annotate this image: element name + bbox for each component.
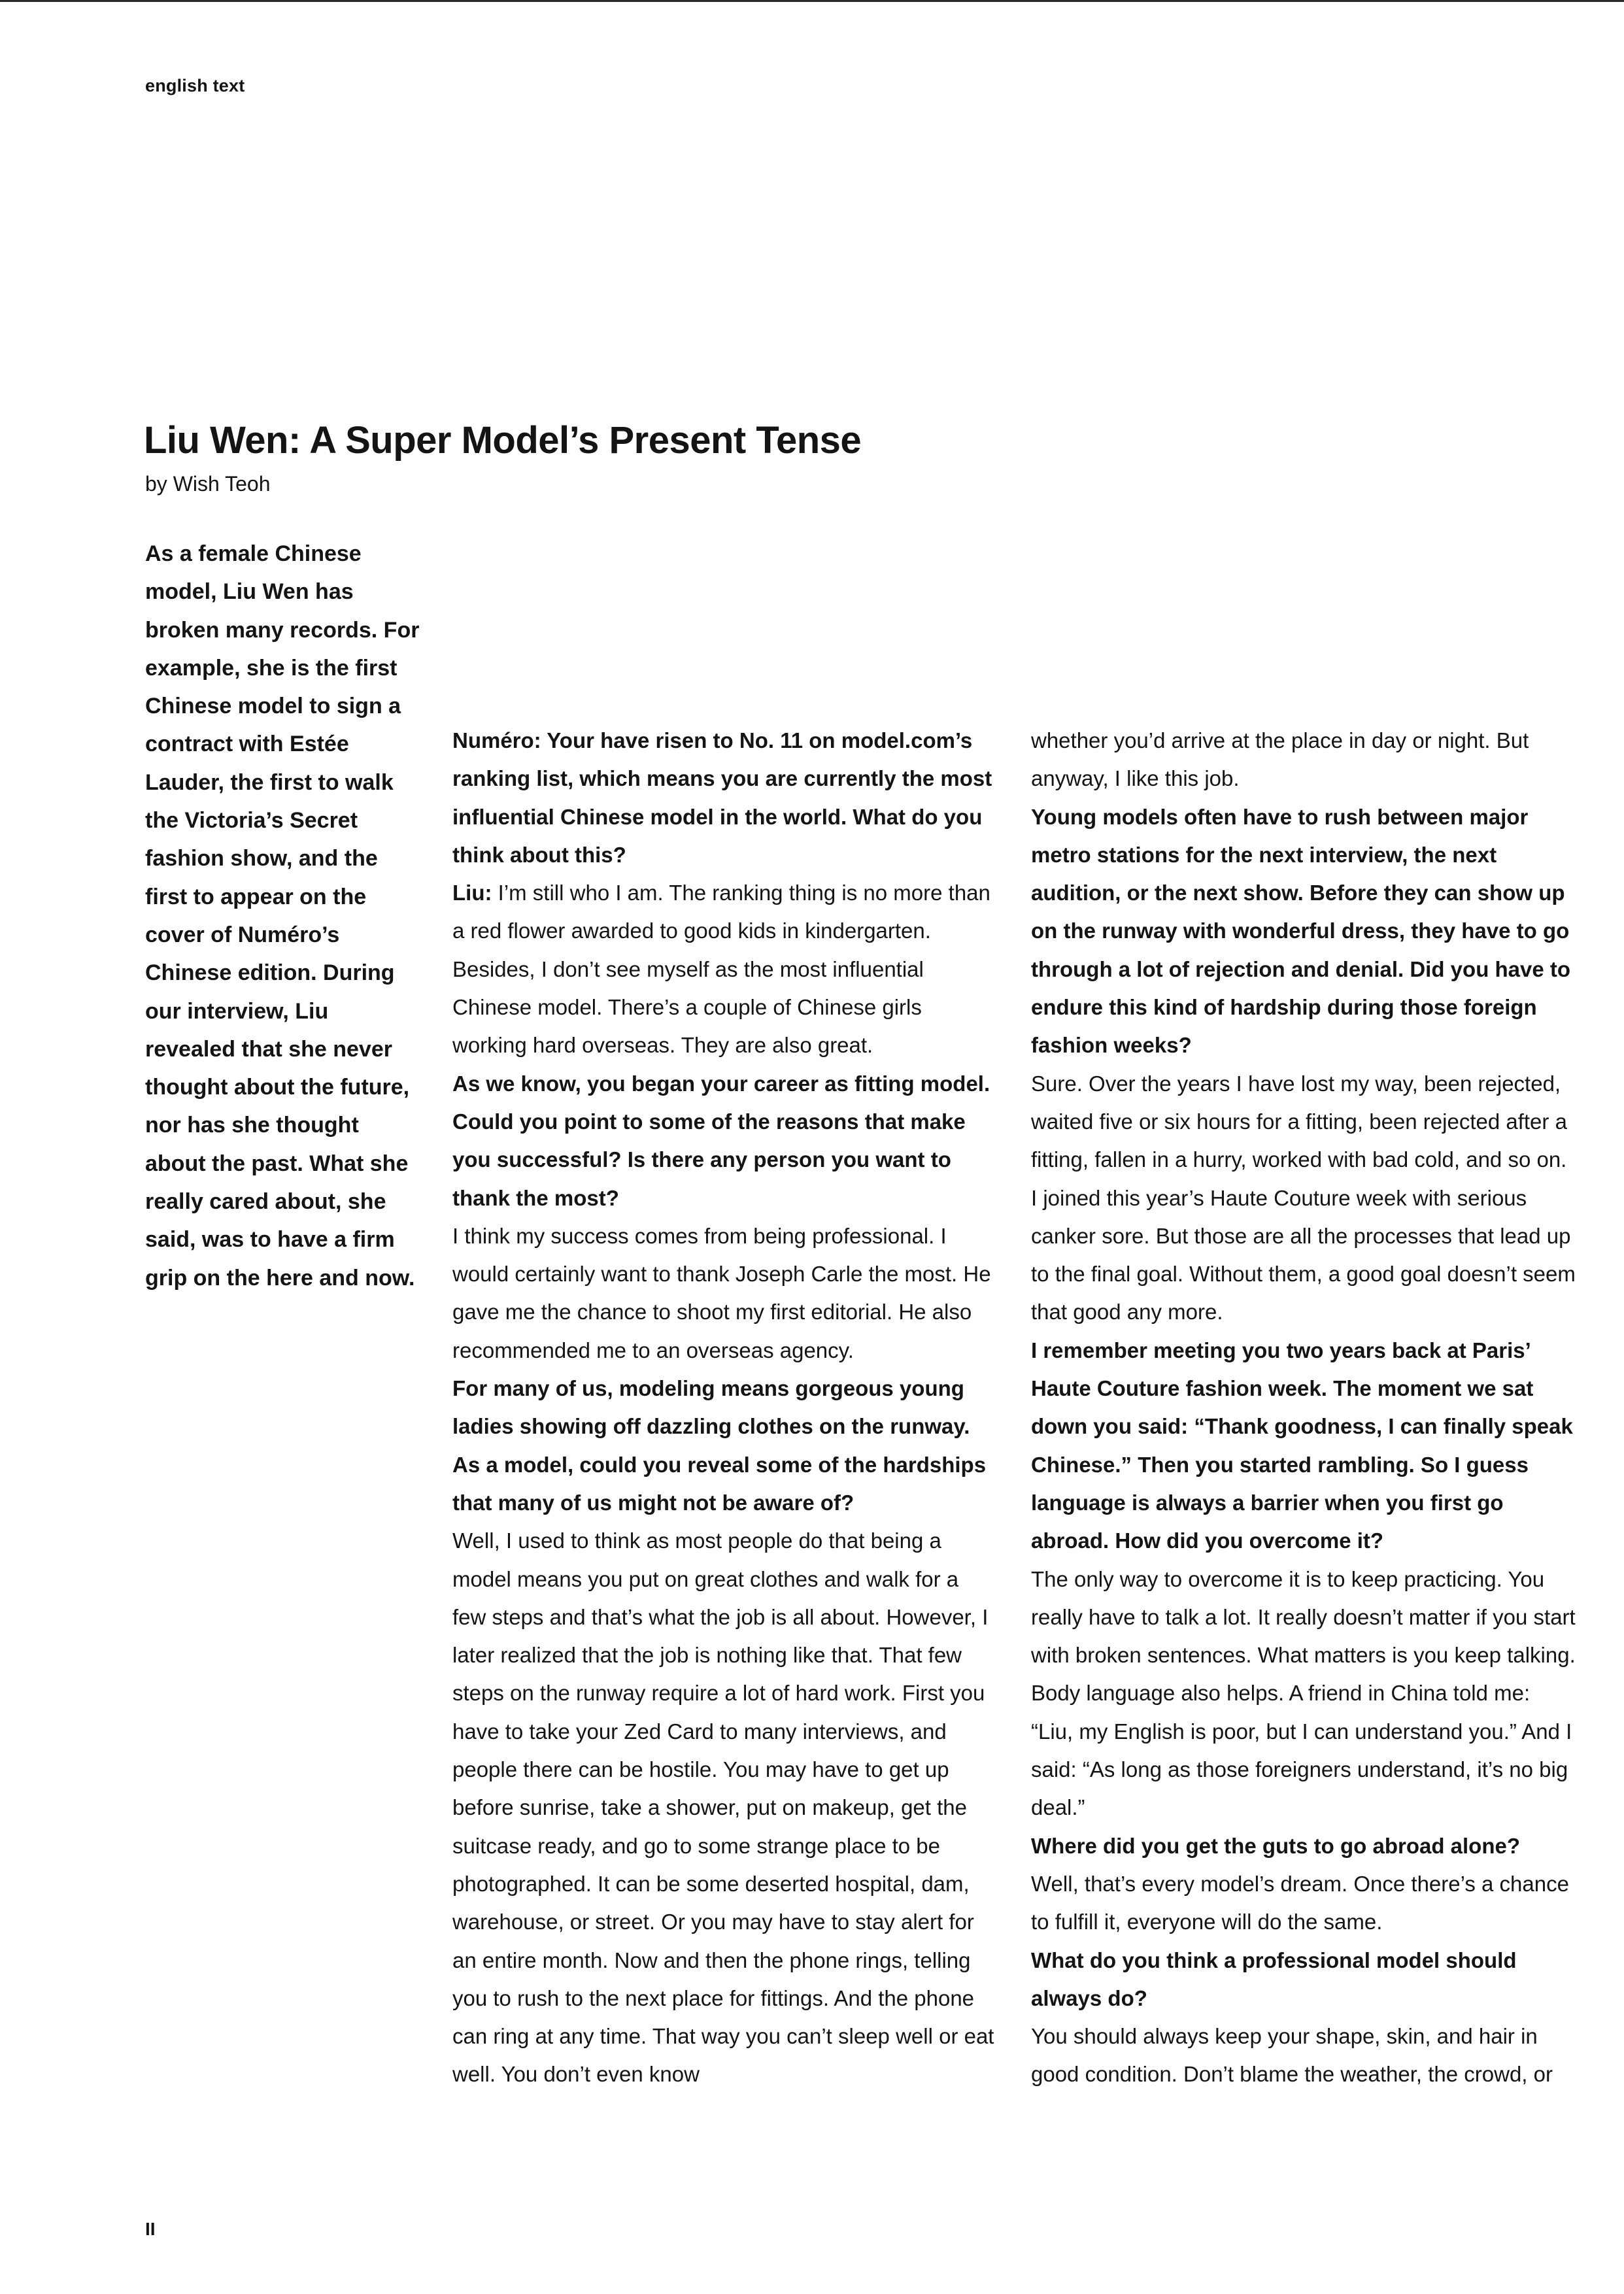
answer: I think my success comes from being professional. I would certainly want to thank Joseph Carle the most. He gave me the chance to shoot my first editorial. He also recommended me to an overseas agency. <box>452 1223 991 1362</box>
answer-text: I’m still who I am. The ranking thing is no more than a red flower awarded to good kids in kindergarten. Besides, I don’t see myself as the most influential Chinese model. There’s a couple of Chinese girls working hard overseas. They are also great. <box>452 881 990 1058</box>
answer: You should always keep your shape, skin, and hair in good condition. Don’t blame the weather, the crowd, or <box>1031 2024 1553 2087</box>
answer: Well, that’s every model’s dream. Once there’s a chance to fulfill it, everyone will do the same. <box>1031 1871 1569 1934</box>
question: Young models often have to rush between major metro stations for the next interview, the next audition, or the next show. Before they can show up on the runway with wonderful dress, they have to go through a lot of rejection and denial. Did you have to endure this kind of hardship during those foreign fashion weeks? <box>1031 804 1571 1058</box>
speaker-label: Liu: <box>452 881 492 905</box>
section-label: english text <box>145 76 245 95</box>
answer: The only way to overcome it is to keep practicing. You really have to talk a lot. It really doesn’t matter if you start with broken sentences. What matters is you keep talking. Body language also helps. A friend in China told me: “Liu, my English is poor, but I can understand you.” And I said: “As long as those foreigners understand, it’s no big deal.” <box>1031 1566 1576 1820</box>
interview-column-2 <box>452 722 995 2094</box>
page-number: II <box>145 2219 156 2239</box>
question: Where did you get the guts to go abroad alone? <box>1031 1833 1521 1858</box>
interview-column-3 <box>1031 722 1577 2094</box>
answer: Sure. Over the years I have lost my way, been rejected, waited five or six hours for a fitting, been rejected after a fitting, fallen in a hurry, worked with bad cold, and so on. I joined this year’s Haute Couture week with serious canker sore. But those are all the processes that lead up to the final goal. Without them, a good goal doesn’t seem that good any more. <box>1031 1071 1576 1324</box>
answer <box>452 874 995 1064</box>
question: Numéro: Your have risen to No. 11 on model.com’s ranking list, which means you are currently the most influential Chinese model in the world. What do you think about this? <box>452 728 992 867</box>
top-edge-rule <box>0 0 1624 2</box>
intro-paragraph: As a female Chinese model, Liu Wen has broken many records. For example, she is the first Chinese model to sign a contract with Estée Lauder, the first to walk the Victoria’s Secret fashion show, and the first to appear on the cover of Numéro’s Chinese edition. During our interview, Liu revealed that she never thought about the future, nor has she thought about the past. What she really cared about, she said, was to have a firm grip on the here and now. <box>145 541 420 1290</box>
answer: whether you’d arrive at the place in day or night. But anyway, I like this job. <box>1031 728 1529 791</box>
byline: by Wish Teoh <box>145 472 271 496</box>
question: For many of us, modeling means gorgeous young ladies showing off dazzling clothes on the runway. As a model, could you reveal some of the hardships that many of us might not be aware of? <box>452 1376 987 1515</box>
answer: Well, I used to think as most people do that being a model means you put on great clothes and walk for a few steps and that’s what the job is all about. However, I later realized that the job is nothing like that. That few steps on the runway require a lot of hard work. First you have to take your Zed Card to many interviews, and people there can be hostile. You may have to get up before sunrise, take a shower, put on makeup, get the suitcase ready, and go to some strange place to be photographed. It can be some deserted hospital, dam, warehouse, or street. Or you may have to stay alert for an entire month. Now and then the phone rings, telling you to rush to the next place for fittings. And the phone can ring at any time. That way you can’t sleep well or eat well. You don’t even know <box>452 1528 994 2087</box>
question: I remember meeting you two years back at Paris’ Haute Couture fashion week. The moment we sat down you said: “Thank goodness, I can finally speak Chinese.” Then you started rambling. So I guess language is always a barrier when you first go abroad. How did you overcome it? <box>1031 1338 1573 1553</box>
article-title: Liu Wen: A Super Model’s Present Tense <box>144 419 862 462</box>
question: As we know, you began your career as fitting model. Could you point to some of the reasons that make you successful? Is there any person you want to thank the most? <box>452 1071 990 1210</box>
question: What do you think a professional model should always do? <box>1031 1948 1517 2010</box>
